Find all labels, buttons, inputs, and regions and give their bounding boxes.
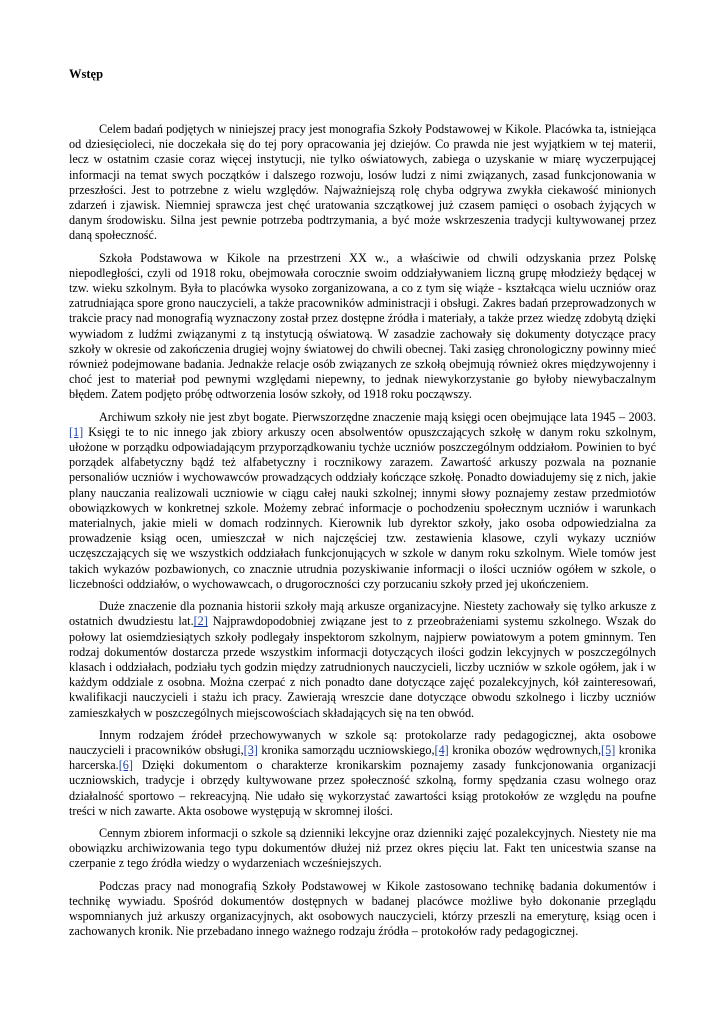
paragraph-6 (69, 826, 656, 872)
footnote-link-1[interactable]: [1] (69, 424, 84, 439)
text-segment: Cennym zbiorem informacji o szkole są dzienniki lekcyjne oraz dzienniki zajęć pozalekcyjnych. Niestety nie ma obowiązku archiwizowania tego typu dokumentów dłużej niż przez okres pięciu lat. Fakt ten unicestwia szanse na czerpanie z tego źródła wiedzy o wydarzeniach wcześniejszych. (69, 825, 656, 871)
text-segment: Celem badań podjętych w niniejszej pracy jest monografia Szkoły Podstawowej w Kikole. Placówka ta, istniejąca od dziesięcioleci, nie doczekała się do tej pory opracowania jej dziejów. Co prawda nie jest wyjątkiem w tej materii, lecz w ostatnim czasie coraz więcej instytucji, nie tylko oświatowych, zabiega o uzyskanie w miarę wyczerpującej informacji na temat swych początków i dalszego rozwoju, losów ludzi z nimi związanych, zasad funkcjonowania w przeszłości. Jest to potrzebne z wielu względów. Najważniejszą rolę chyba odgrywa zwykła ciekawość minionych zdarzeń i zjawisk. Niemniej sprawcza jest chęć uratowania szczątkowej już czasem pamięci o osobach żyjących w danym środowisku. Silna jest pewnie potrzeba podtrzymania, a być może wskrzeszenia tradycji kultywowanej przez daną społeczność. (69, 122, 656, 243)
paragraph-1 (69, 122, 656, 244)
text-segment: Szkoła Podstawowa w Kikole na przestrzeni XX w., a właściwie od chwili odzyskania przez Polskę niepodległości, czyli od 1918 roku, obejmowała corocznie swoim oddziaływaniem liczną grupę młodzieży będącej w tzw. wieku szkolnym. Była to placówka wysoko zorganizowana, a co z tym się wiąże - kształcąca wielu uczniów oraz zatrudniająca spore grono nauczycieli, a także pracowników administracji i obsługi. Zakres badań przeprowadzonych w trakcie pracy nad monografią wyznaczony został przez dostępne źródła i materiały, a także przez wiedzę zdobytą dzięki wywiadom z ludźmi związanymi z tą instytucją oświatową. W zasadzie zachowały się dokumenty dotyczące pracy szkoły w okresie od zakończenia drugiej wojny światowej do chwili obecnej. Taki zasięg chronologiczny powinny mieć również podejmowane badania. Jednakże relacje osób związanych ze szkołą obejmują również okres międzywojenny i choć jest to materiał pod pewnymi względami niepewny, to jednak niewykorzystanie go byłoby niewybaczalnym błędem. Zatem podjęto próbę odtworzenia losów szkoły, od 1918 roku począwszy. (69, 250, 656, 402)
text-segment: kronika harcerska. (69, 742, 656, 773)
paragraph-7 (69, 879, 656, 940)
footnote-link-2[interactable]: [2] (193, 614, 208, 629)
footnote-link-5[interactable]: [5] (601, 742, 616, 757)
paragraph-3 (69, 410, 656, 592)
footnote-link-6[interactable]: [6] (118, 758, 133, 773)
text-segment: kronika samorządu uczniowskiego, (257, 742, 435, 757)
section-heading: Wstęp (69, 67, 104, 81)
paragraph-2 (69, 251, 656, 403)
footnote-link-3[interactable]: [3] (243, 742, 258, 757)
footnote-link-4[interactable]: [4] (434, 742, 449, 757)
text-segment: Podczas pracy nad monografią Szkoły Podstawowej w Kikole zastosowano technikę badania dokumentów i technikę wywiadu. Spośród dokumentów dostępnych w badanej placówce możliwe było dokonanie przeglądu wspomnianych już arkuszy organizacyjnych, akt osobowych nauczycieli, którzy przeszli na emeryturę, ksiąg ocen i zachowanych kronik. Nie przebadano innego ważnego rodzaju źródła – protokołów rady pedagogicznej. (69, 878, 656, 939)
text-segment: Dzięki dokumentom o charakterze kronikarskim poznajemy zasady funkcjonowania organizacji uczniowskich, tradycje i obrzędy kultywowane przez społeczność szkolną, formy spędzania czasu wolnego oraz działalność sportowo – rekreacyjną. Nie udało się wykorzystać zawartości ksiąg protokołów ze względu na poufne treści w nich zawarte. Akta osobowe występują w skromnej ilości. (69, 758, 656, 818)
text-segment: Księgi te to nic innego jak zbiory arkuszy ocen absolwentów opuszczających szkołę w danym roku szkolnym, ułożone w porządku odpowiadającym przyporządkowaniu tychże uczniów poszczególnym oddziałom. Powinien to być porządek alfabetyczny bądź też alfabetyczny i rocznikowy zarazem. Zawartość arkuszy pozwala na poznanie personaliów uczniów i wychowawców prowadzących oddziały kończące szkołę. Ponadto dowiadujemy się z nich, jakie plany nauczania realizowali uczniowie w ciągu całej nauki szkolnej; innymi słowy poznajemy zestaw przedmiotów obowiązkowych w konkretnej szkole. Możemy zebrać informacje o pochodzeniu społecznym uczniów i warunkach materialnych, jakie mieli w domach rodzinnych. Kierownik lub dyrektor szkoły, jako osoba odpowiedzialna za prowadzenie ksiąg ocen, umieszczał w nich najczęściej tzw. zestawienia klasowe, czyli wykazy uczniów uczęszczających się we wszystkich oddziałach funkcjonujących w szkole w danym roku szkolnym. Wiele tomów jest takich wykazów pozbawionych, co znacznie utrudnia pozyskiwanie informacji o ilości uczniów ogółem w szkole, o liczebności oddziałów, o wychowawcach, o drugoroczności czy porzucaniu szkoły przed jej ukończeniem. (69, 424, 656, 591)
paragraph-4 (69, 599, 656, 721)
paragraph-5 (69, 728, 656, 819)
text-segment: Duże znaczenie dla poznania historii szkoły mają arkusze organizacyjne. Niestety zachowały się tylko arkusze z ostatnich dwudziestu lat. (69, 599, 656, 629)
text-segment: Najprawdopodobniej związane jest to z przeobrażeniami systemu szkolnego. Wszak do połowy lat osiemdziesiątych szkoły podlegały inspektorom szkolnym, najpierw powiatowym a potem gminnym. Ten rodzaj dokumentów dostarcza przede wszystkim informacji dotyczących ilości godzin lekcyjnych w poszczególnych klasach i oddziałach, podziału tych godzin między zatrudnionych nauczycieli, liczby uczniów w szkole ogółem, jak i w każdym oddziale z osobna. Można czerpać z nich ponadto dane dotyczące zajęć pozalekcyjnych, kół zainteresowań, kwalifikacji nauczycieli i stażu ich pracy. Zawierają wreszcie dane dotyczące obwodu szkolnego i liczby uczniów zamieszkałych w poszczególnych miejscowościach składających się na ten obwód. (69, 614, 656, 720)
text-segment: Innym rodzajem źródeł przechowywanych w szkole są: protokolarze rady pedagogicznej, akta osobowe nauczycieli i pracowników obsługi, (69, 727, 656, 757)
text-segment: Archiwum szkoły nie jest zbyt bogate. Pierwszorzędne znaczenie mają księgi ocen obejmujące lata 1945 – 2003. (99, 409, 656, 424)
text-segment: kronika obozów wędrownych, (448, 742, 602, 757)
